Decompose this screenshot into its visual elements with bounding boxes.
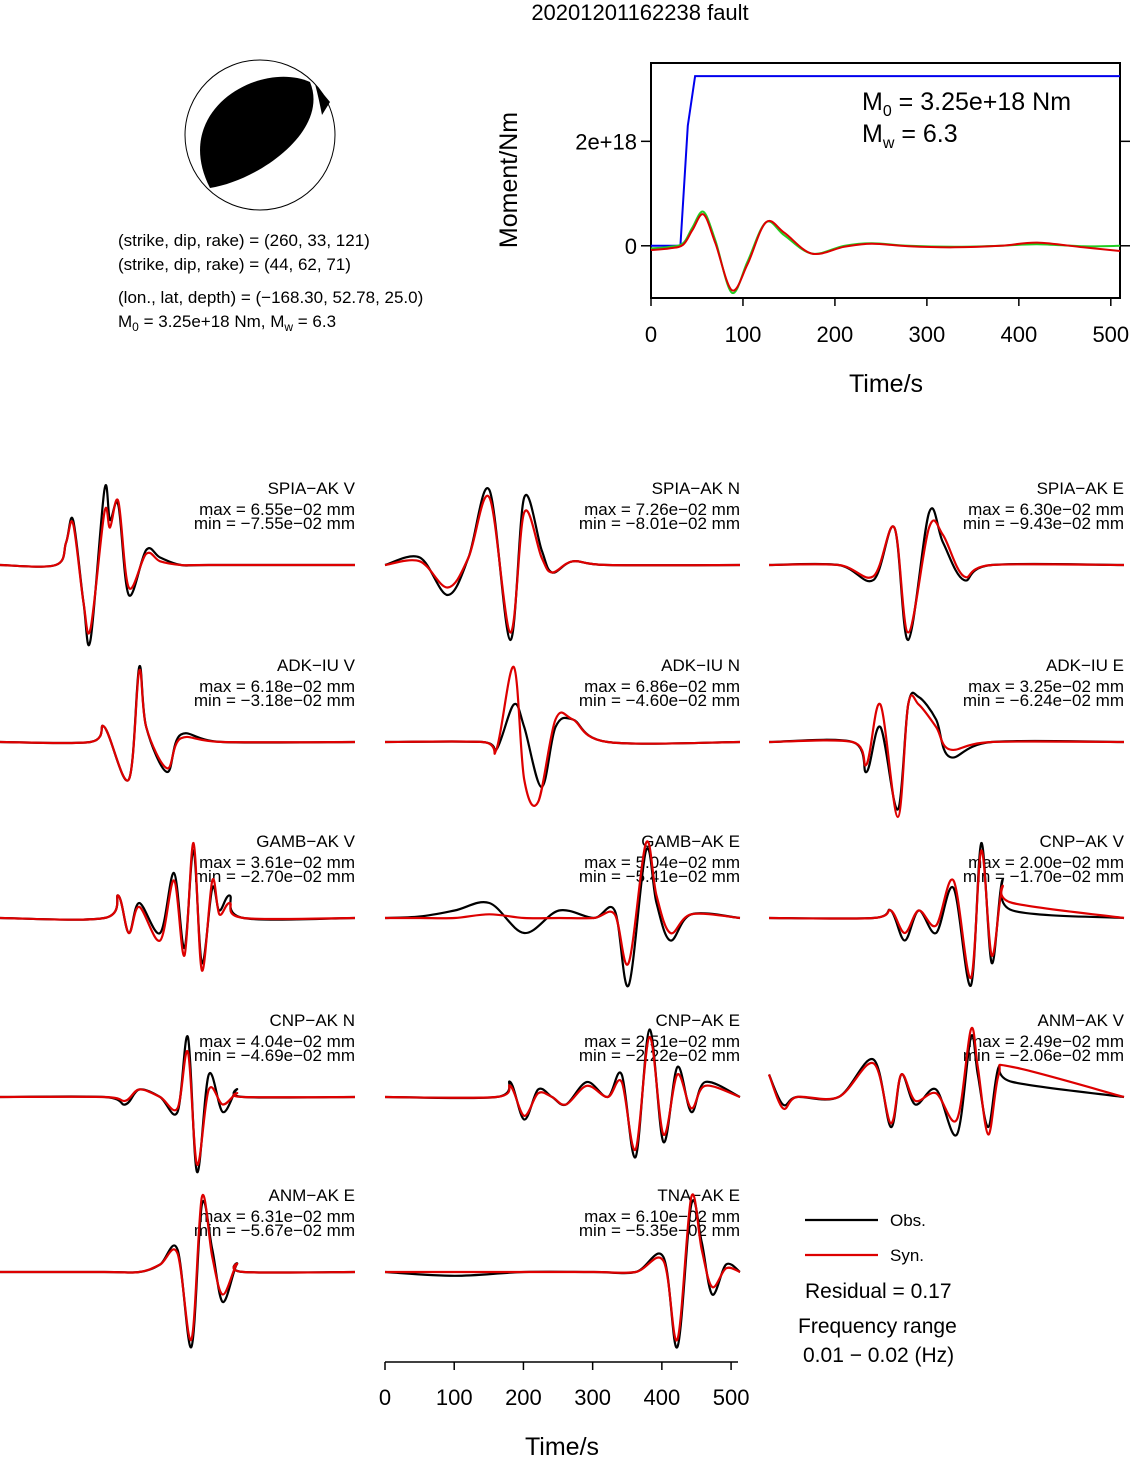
moment-xlabel: Time/s bbox=[848, 370, 924, 398]
trace-cnp-ak-e bbox=[385, 1011, 740, 1157]
trace-min-label: min = −5.35e−02 mm bbox=[578, 1221, 740, 1240]
trace-station-label: GAMB−AK V bbox=[256, 832, 355, 851]
trace-min-label: min = −5.41e−02 mm bbox=[578, 867, 740, 886]
trace-max-label: max = 6.86e−02 mm bbox=[584, 677, 740, 696]
trace-max-label: max = 2.00e−02 mm bbox=[968, 853, 1124, 872]
trace-min-label: min = −2.70e−02 mm bbox=[193, 867, 355, 886]
trace-observed-line bbox=[385, 704, 740, 787]
trace-min-label: min = −4.69e−02 mm bbox=[193, 1046, 355, 1065]
trace-max-label: max = 3.61e−02 mm bbox=[199, 853, 355, 872]
trace-min-label: min = −3.18e−02 mm bbox=[193, 691, 355, 710]
trace-min-label: min = −6.24e−02 mm bbox=[962, 691, 1124, 710]
trace-max-label: max = 3.25e−02 mm bbox=[968, 677, 1124, 696]
waveform-traces bbox=[0, 479, 1125, 1348]
trace-min-label: min = −5.67e−02 mm bbox=[193, 1221, 355, 1240]
trace-max-label: max = 6.55e−02 mm bbox=[199, 500, 355, 519]
legend bbox=[798, 1211, 957, 1367]
focal-mechanism-beachball bbox=[185, 60, 335, 210]
waveform-xtick-label: 0 bbox=[378, 1385, 392, 1410]
trace-cnp-ak-v bbox=[769, 832, 1125, 986]
trace-adk-iu-n bbox=[385, 656, 740, 806]
moment-series-line bbox=[651, 212, 1120, 294]
trace-station-label: TNA−AK E bbox=[657, 1186, 740, 1205]
trace-min-label: min = −4.60e−02 mm bbox=[578, 691, 740, 710]
waveform-xlabel: Time/s bbox=[524, 1433, 600, 1458]
trace-max-label: max = 5.04e−02 mm bbox=[584, 853, 740, 872]
moment-ytick-label: 0 bbox=[624, 233, 637, 259]
trace-gamb-ak-v bbox=[0, 832, 356, 971]
trace-synthetic-line bbox=[769, 695, 1124, 817]
trace-station-label: ADK−IU V bbox=[277, 656, 355, 675]
moment-rate-panel bbox=[495, 63, 1130, 398]
trace-synthetic-line bbox=[769, 520, 1124, 632]
trace-station-label: SPIA−AK N bbox=[651, 479, 740, 498]
moment-xtick-label: 0 bbox=[644, 322, 658, 347]
trace-min-label: min = −8.01e−02 mm bbox=[578, 514, 740, 533]
trace-station-label: ADK−IU E bbox=[1046, 656, 1124, 675]
trace-station-label: CNP−AK N bbox=[269, 1011, 355, 1030]
trace-spia-ak-e bbox=[769, 479, 1124, 640]
moment-xtick-label: 400 bbox=[1000, 322, 1038, 347]
moment-xtick-label: 200 bbox=[816, 322, 854, 347]
trace-observed-line bbox=[769, 693, 1124, 810]
trace-max-label: max = 2.49e−02 mm bbox=[968, 1032, 1124, 1051]
waveform-x-axis bbox=[379, 1362, 750, 1410]
trace-max-label: max = 7.26e−02 mm bbox=[584, 500, 740, 519]
residual-label: Residual = 0.17 bbox=[805, 1280, 952, 1303]
trace-min-label: min = −2.06e−02 mm bbox=[962, 1046, 1124, 1065]
trace-station-label: SPIA−AK E bbox=[1036, 479, 1124, 498]
trace-station-label: ANM−AK V bbox=[1037, 1011, 1124, 1030]
trace-max-label: max = 6.18e−02 mm bbox=[199, 677, 355, 696]
trace-min-label: min = −9.43e−02 mm bbox=[962, 514, 1124, 533]
trace-max-label: max = 6.30e−02 mm bbox=[968, 500, 1124, 519]
moment-xtick-label: 300 bbox=[908, 322, 946, 347]
trace-tna-ak-e bbox=[385, 1186, 740, 1348]
moment-xtick-label: 500 bbox=[1092, 322, 1130, 347]
trace-min-label: min = −2.22e−02 mm bbox=[578, 1046, 740, 1065]
mechanism-plane1: (strike, dip, rake) = (260, 33, 121) bbox=[118, 231, 370, 250]
trace-cnp-ak-n bbox=[0, 1011, 355, 1172]
legend-obs-label: Obs. bbox=[890, 1211, 926, 1230]
mechanism-moment: $M_0 = 3.25e+18$ Nm, $M_w = 6.3$ bbox=[118, 312, 337, 334]
trace-adk-iu-v bbox=[0, 656, 356, 781]
trace-station-label: ANM−AK E bbox=[268, 1186, 355, 1205]
figure-title: 20201201162238 fault bbox=[531, 0, 749, 25]
trace-min-label: min = −1.70e−02 mm bbox=[962, 867, 1124, 886]
trace-anm-ak-e bbox=[0, 1186, 355, 1347]
trace-station-label: ADK−IU N bbox=[661, 656, 740, 675]
moment-ylabel: Moment/Nm bbox=[495, 111, 523, 249]
moment-xtick-label: 100 bbox=[724, 322, 762, 347]
trace-max-label: max = 4.04e−02 mm bbox=[199, 1032, 355, 1051]
waveform-xtick-label: 500 bbox=[712, 1385, 750, 1410]
trace-anm-ak-v bbox=[769, 1011, 1125, 1136]
waveform-xtick-label: 400 bbox=[643, 1385, 681, 1410]
moment-mw-label: $M_w = 6.3$ bbox=[862, 120, 958, 152]
moment-series-line bbox=[651, 214, 1120, 290]
waveform-xtick-label: 100 bbox=[435, 1385, 473, 1410]
frequency-range-value: 0.01 − 0.02 (Hz) bbox=[803, 1344, 955, 1367]
trace-adk-iu-e bbox=[769, 656, 1124, 817]
trace-max-label: max = 6.10e−02 mm bbox=[584, 1207, 740, 1226]
moment-m0-label: $M_0 = 3.25e+18$ Nm bbox=[862, 88, 1072, 120]
trace-station-label: CNP−AK E bbox=[655, 1011, 740, 1030]
moment-x-axis bbox=[645, 298, 1129, 347]
moment-y-axis bbox=[575, 129, 1130, 258]
moment-ytick-label: 2e+18 bbox=[575, 129, 637, 155]
waveform-xtick-label: 200 bbox=[505, 1385, 542, 1410]
trace-min-label: min = −7.55e−02 mm bbox=[193, 514, 355, 533]
trace-max-label: max = 6.31e−02 mm bbox=[199, 1207, 355, 1226]
trace-spia-ak-n bbox=[385, 479, 740, 640]
frequency-range-label: Frequency range bbox=[798, 1315, 957, 1338]
legend-syn-label: Syn. bbox=[890, 1246, 925, 1265]
mechanism-location: (lon., lat, depth) = (−168.30, 52.78, 25.0) bbox=[118, 288, 424, 307]
mechanism-plane2: (strike, dip, rake) = (44, 62, 71) bbox=[118, 255, 351, 274]
waveform-xtick-label: 300 bbox=[574, 1385, 612, 1410]
trace-max-label: max = 2.51e−02 mm bbox=[584, 1032, 740, 1051]
trace-spia-ak-v bbox=[0, 479, 356, 645]
trace-synthetic-line bbox=[0, 1051, 355, 1165]
trace-station-label: CNP−AK V bbox=[1039, 832, 1124, 851]
trace-station-label: GAMB−AK E bbox=[641, 832, 740, 851]
trace-gamb-ak-e bbox=[385, 832, 740, 986]
trace-station-label: SPIA−AK V bbox=[267, 479, 355, 498]
